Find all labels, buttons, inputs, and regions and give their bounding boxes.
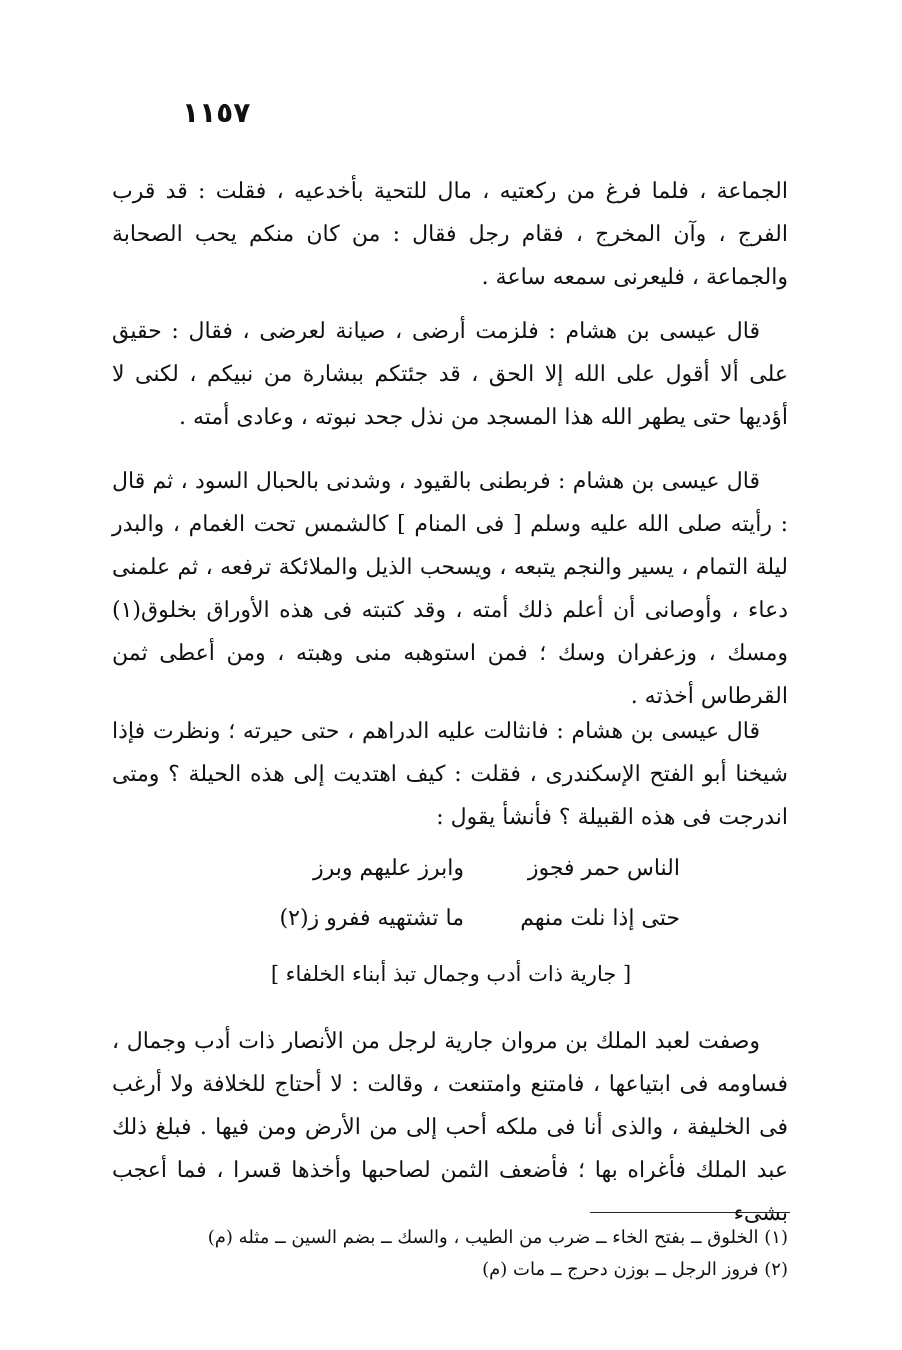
page-number: ١١٥٧ bbox=[182, 96, 251, 129]
paragraph-text: قال عيسى بن هشام : فربطنى بالقيود ، وشدنى بالحبال السود ، ثم قال : رأيته صلى الله عليه وسلم [ فى المنام ] كالشمس تحت الغمام ، والبدر ليلة التمام ، يسير والنجم يتبعه ، ويسحب الذيل والملائكة ترفعه ، ثم علمنى دعاء ، وأوصانى أن أعلم ذلك أمته ، وقد كتبته فى هذه الأوراق بخلوق(١) ومسك ، وزعفران وسك ؛ فمن استوهبه منى وهبته ، ومن أعطى ثمن القرطاس أخذته . bbox=[112, 469, 788, 709]
footnote-1: (١) الخلوق ــ بفتح الخاء ــ ضرب من الطيب ، والسك ــ بضم السين ــ مثله (م) bbox=[207, 1227, 788, 1248]
paragraph-3 bbox=[112, 460, 788, 718]
verse-2-second-hemistich: ما تشتهيه ففرو ز(٢) bbox=[279, 906, 464, 931]
section-heading: [ جارية ذات أدب وجمال تبذ أبناء الخلفاء ] bbox=[270, 962, 632, 986]
verse-1-second-hemistich: وابرز عليهم وبرز bbox=[313, 856, 464, 881]
paragraph-1 bbox=[112, 170, 788, 299]
paragraph-text: قال عيسى بن هشام : فانثالت عليه الدراهم ، حتى حيرته ؛ ونظرت فإذا شيخنا أبو الفتح الإسكندرى ، فقلت : كيف اهتديت إلى هذه الحيلة ؟ ومتى اندرجت فى هذه القبيلة ؟ فأنشأ يقول : bbox=[112, 719, 788, 830]
paragraph-5 bbox=[112, 1020, 788, 1235]
verse-2-first-hemistich: حتى إذا نلت منهم bbox=[520, 906, 680, 931]
paragraph-4 bbox=[112, 710, 788, 839]
paragraph-text: الجماعة ، فلما فرغ من ركعتيه ، مال للتحية بأخدعيه ، فقلت : قد قرب الفرج ، وآن المخرج ، فقام رجل فقال : من كان منكم يحب الصحابة والجماعة ، فليعرنى سمعه ساعة . bbox=[112, 179, 788, 290]
paragraph-text: وصفت لعبد الملك بن مروان جارية لرجل من الأنصار ذات أدب وجمال ، فساومه فى ابتياعها ، فامتنع وامتنعت ، وقالت : لا أحتاج للخلافة ولا أرغب فى الخليفة ، والذى أنا فى ملكه أحب إلى من الأرض ومن فيها . فبلغ ذلك عبد الملك فأغراه بها ؛ فأضعف الثمن لصاحبها وأخذها قسرا ، فما أعجب بشىء bbox=[112, 1029, 788, 1226]
paragraph-2 bbox=[112, 310, 788, 439]
footnote-2: (٢) فروز الرجل ــ بوزن دحرج ــ مات (م) bbox=[482, 1259, 788, 1280]
paragraph-text: قال عيسى بن هشام : فلزمت أرضى ، صيانة لعرضى ، فقال : حقيق على ألا أقول على الله إلا الحق ، قد جئتكم ببشارة من نبيكم ، لكنى لا أؤديها حتى يطهر الله هذا المسجد من نذل جحد نبوته ، وعادى أمته . bbox=[112, 319, 788, 430]
verse-1-first-hemistich: الناس حمر فجوز bbox=[527, 856, 680, 881]
footnote-divider bbox=[590, 1212, 790, 1213]
